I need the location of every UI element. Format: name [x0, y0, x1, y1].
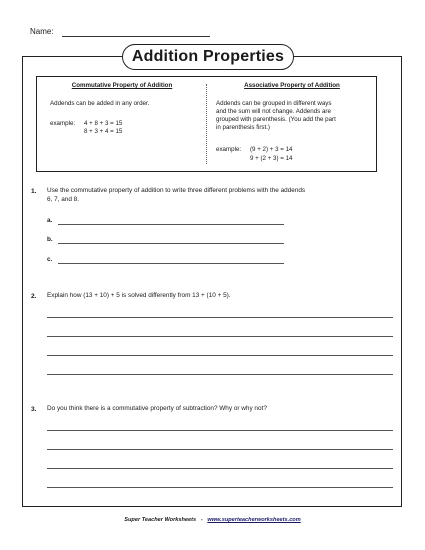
question-1-text-line2: 6, 7, and 8.	[47, 196, 79, 203]
associative-desc-line4: in parenthesis first.)	[216, 124, 270, 131]
question-1-number: 1.	[31, 188, 37, 195]
question-1-text-line1: Use the commutative property of addition to write three different problems with the addends	[47, 187, 306, 194]
commutative-description: Addends can be added in any order.	[50, 100, 150, 107]
answer-a-line[interactable]	[58, 224, 284, 225]
associative-desc-line3: grouped with parenthesis. (You add the part	[216, 116, 336, 123]
question-2-text: Explain how (13 + 10) + 5 is solved differently from 13 + (10 + 5).	[47, 292, 231, 299]
question-3-text: Do you think there is a commutative property of subtraction? Why or why not?	[47, 405, 267, 412]
commutative-example-line1: 4 + 8 + 3 = 15	[84, 120, 123, 127]
answer-b-line[interactable]	[58, 243, 284, 244]
question-3-answer-line-3[interactable]	[47, 468, 393, 469]
answer-c-line[interactable]	[58, 263, 284, 264]
commutative-example-line2: 8 + 3 + 4 = 15	[84, 128, 123, 135]
name-label: Name:	[30, 27, 54, 36]
footer-url-link[interactable]: www.superteacherworksheets.com	[207, 517, 301, 523]
answer-c-label: c.	[47, 256, 53, 263]
question-2-answer-line-4[interactable]	[47, 374, 393, 375]
associative-title: Associative Property of Addition	[244, 82, 340, 89]
commutative-title: Commutative Property of Addition	[71, 82, 173, 89]
footer-brand: Super Teacher Worksheets	[124, 517, 197, 523]
properties-divider	[206, 84, 207, 164]
question-2-answer-line-2[interactable]	[47, 336, 393, 337]
answer-b-label: b.	[47, 236, 53, 243]
question-3-number: 3.	[31, 406, 37, 413]
footer	[0, 517, 425, 523]
associative-desc-line2: and the sum will not change. Addends are	[216, 108, 331, 115]
associative-example-line1: (9 + 2) + 3 = 14	[250, 146, 293, 153]
answer-a-label: a.	[47, 217, 53, 224]
question-3-answer-line-2[interactable]	[47, 449, 393, 450]
commutative-example-label: example:	[50, 120, 76, 127]
footer-separator: -	[200, 517, 203, 523]
name-field-line[interactable]	[62, 36, 210, 37]
question-2-answer-line-1[interactable]	[47, 317, 393, 318]
page-title: Addition Properties	[122, 44, 294, 70]
associative-desc-line1: Addends can be grouped in different ways	[216, 100, 332, 107]
question-2-number: 2.	[31, 293, 37, 300]
associative-example-line2: 9 + (2 + 3) = 14	[250, 155, 293, 162]
associative-example-label: example:	[216, 146, 242, 153]
question-2-answer-line-3[interactable]	[47, 355, 393, 356]
question-3-answer-line-4[interactable]	[47, 487, 393, 488]
question-3-answer-line-1[interactable]	[47, 430, 393, 431]
